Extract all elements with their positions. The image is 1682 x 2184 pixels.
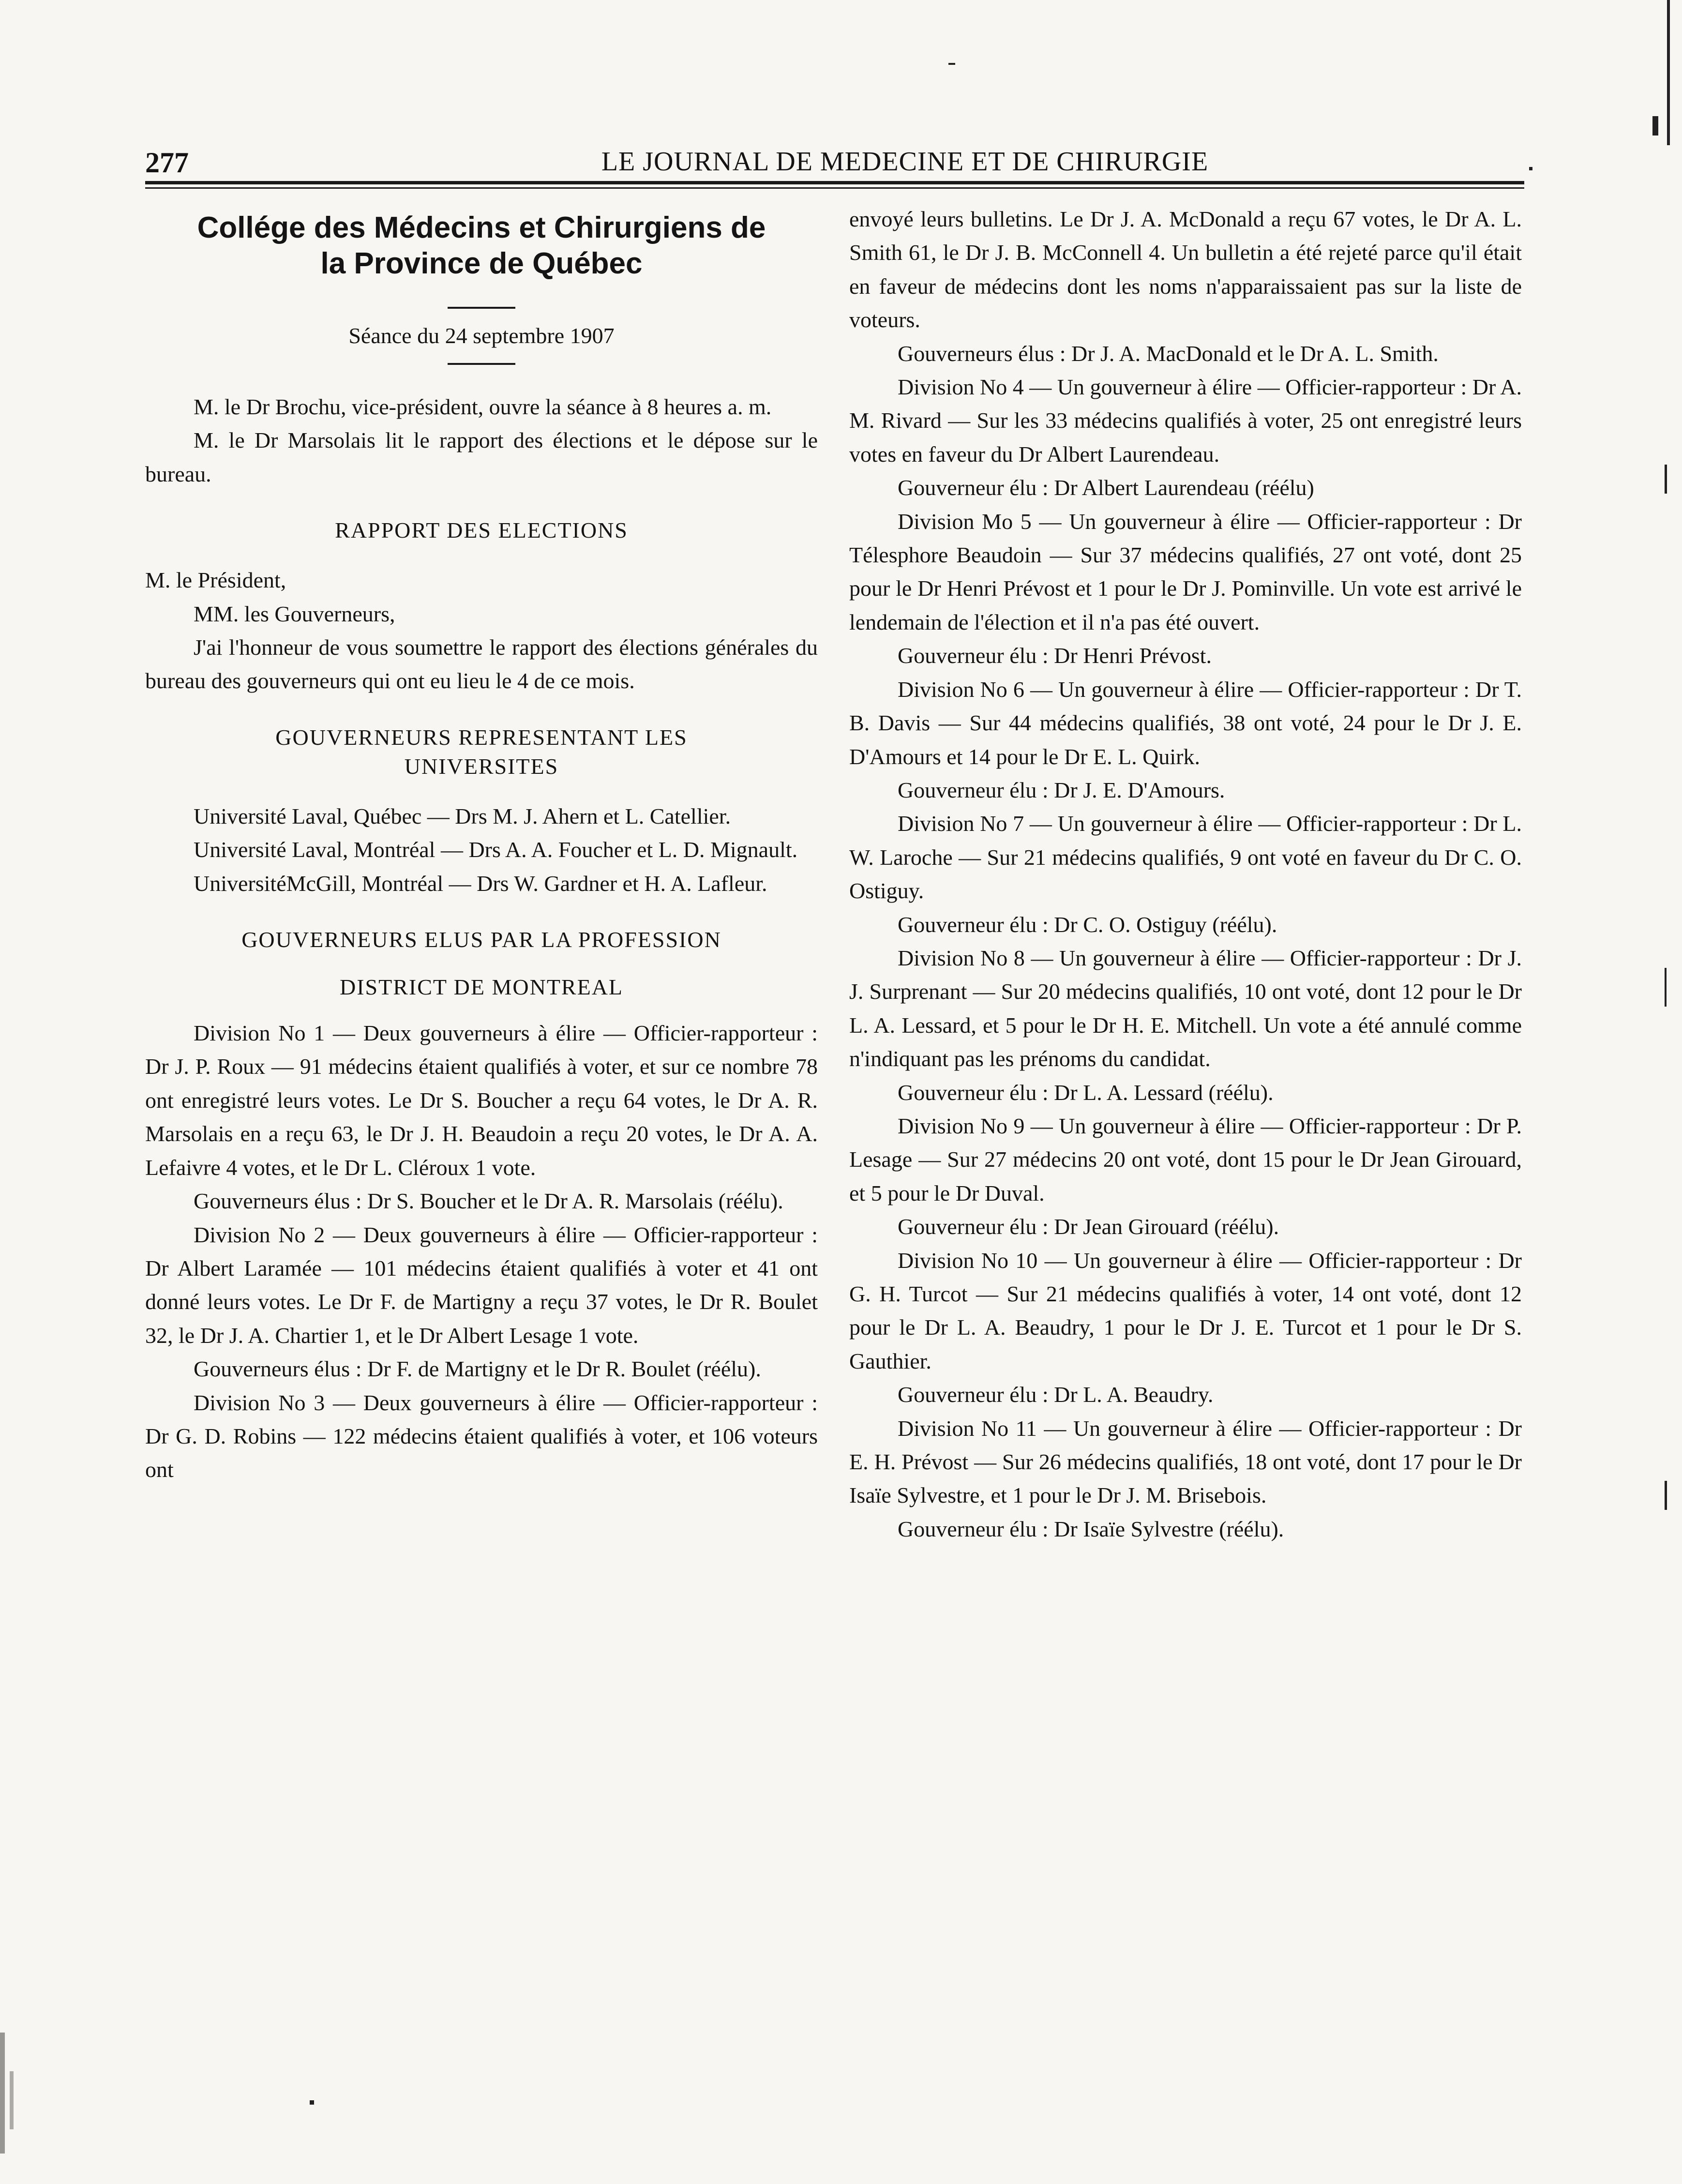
division-report: Division No 9 — Un gouverneur à élire — Officier-rapporteur : Dr P. Lesage — Sur 27 médecins 20 ont voté, dont 15 pour le Dr Jean Girouard, et 5 pour le Dr Duval. <box>849 1113 1522 1205</box>
page-number: 277 <box>145 147 189 179</box>
university-entry: UniversitéMcGill, Montréal — Drs W. Gardner et H. A. Lafleur. <box>194 871 767 896</box>
section-heading-line: UNIVERSITES <box>404 753 559 779</box>
scan-edge-mark <box>10 2071 14 2129</box>
election-result: Gouverneur élu : Dr Isaïe Sylvestre (réélu). <box>898 1516 1284 1541</box>
division-report: Division No 10 — Un gouverneur à élire — Officier-rapporteur : Dr G. H. Turcot — Sur 21 médecins qualifiés à voter, 14 ont voté, dont 12 pour le Dr L. A. Beaudry, 1 pour le Dr J. E. Turcot et 1 pour le Dr S. Gauthier. <box>849 1248 1522 1373</box>
article-title <box>145 210 818 282</box>
article-title-line: la Province de Québec <box>320 247 643 280</box>
header-rule-thick <box>145 181 1524 184</box>
scan-edge-mark <box>1652 116 1658 136</box>
division-report: Division No 7 — Un gouverneur à élire — Officier-rapporteur : Dr L. W. Laroche — Sur 21 médecins qualifiés, 9 ont voté en faveur du Dr C. O. Ostiguy. <box>849 811 1522 904</box>
section-heading <box>145 723 818 781</box>
scan-speck <box>948 63 955 65</box>
election-result: Gouverneur élu : Dr Henri Prévost. <box>898 643 1212 668</box>
scan-edge-mark <box>0 2033 5 2154</box>
election-result: Gouverneur élu : Dr L. A. Beaudry. <box>898 1382 1214 1407</box>
election-result: Gouverneurs élus : Dr J. A. MacDonald et le Dr A. L. Smith. <box>898 341 1439 366</box>
division-report: Division No 3 — Deux gouverneurs à élire — Officier-rapporteur : Dr G. D. Robins — 122 médecins étaient qualifiés à voter, et 106 voteurs ont <box>145 1390 818 1482</box>
scan-edge-mark <box>1665 1481 1667 1510</box>
university-entry: Université Laval, Montréal — Drs A. A. Foucher et L. D. Mignault. <box>194 837 798 862</box>
election-result: Gouverneur élu : Dr J. E. D'Amours. <box>898 777 1225 802</box>
scan-edge-mark <box>1665 465 1667 494</box>
right-column <box>849 202 1522 1546</box>
salutation: MM. les Gouverneurs, <box>194 601 395 626</box>
title-rule <box>448 307 515 309</box>
election-result: Gouverneur élu : Dr Jean Girouard (réélu). <box>898 1214 1279 1239</box>
header-rule-thin <box>145 187 1524 189</box>
section-heading: GOUVERNEURS ELUS PAR LA PROFESSION <box>241 927 721 952</box>
election-result: Gouverneur élu : Dr C. O. Ostiguy (réélu). <box>898 912 1277 937</box>
division-report: Division No 6 — Un gouverneur à élire — Officier-rapporteur : Dr T. B. Davis — Sur 44 médecins qualifiés, 38 ont voté, 24 pour le Dr J. E. D'Amours et 14 pour le Dr E. L. Quirk. <box>849 677 1522 769</box>
paragraph: M. le Dr Marsolais lit le rapport des élections et le dépose sur le bureau. <box>145 428 818 486</box>
division-report: Division No 8 — Un gouverneur à élire — Officier-rapporteur : Dr J. J. Surprenant — Sur 20 médecins qualifiés, 10 ont voté, dont 12 pour le Dr L. A. Lessard, et 5 pour le Dr H. E. Mitchell. Un vote a été annulé comme n'indiquant pas les prénoms du candidat. <box>849 945 1522 1071</box>
scan-speck <box>310 2100 314 2105</box>
division-report: Division No 4 — Un gouverneur à élire — Officier-rapporteur : Dr A. M. Rivard — Sur les 33 médecins qualifiés à voter, 25 ont enregistré leurs votes en faveur du Dr Albert Laurendeau. <box>849 375 1522 467</box>
scan-edge-mark <box>1665 968 1667 1007</box>
election-result: Gouverneurs élus : Dr F. de Martigny et le Dr R. Boulet (réélu). <box>194 1356 761 1382</box>
scan-edge-mark <box>1667 0 1670 145</box>
section-heading: RAPPORT DES ELECTIONS <box>335 518 628 543</box>
section-heading-line: GOUVERNEURS REPRESENTANT LES <box>275 724 688 750</box>
article-title-line: Collége des Médecins et Chirurgiens de <box>197 211 766 244</box>
scan-speck <box>1529 167 1532 170</box>
session-rule <box>448 363 515 365</box>
division-report: Division No 11 — Un gouverneur à élire — Officier-rapporteur : Dr E. H. Prévost — Sur 26 médecins qualifiés, 18 ont voté, dont 17 pour le Dr Isaïe Sylvestre, et 1 pour le Dr J. M. Brisebois. <box>849 1416 1522 1508</box>
election-result: Gouverneur élu : Dr Albert Laurendeau (réélu) <box>898 475 1314 500</box>
university-entry: Université Laval, Québec — Drs M. J. Ahern et L. Catellier. <box>194 803 731 828</box>
division-report: Division No 2 — Deux gouverneurs à élire — Officier-rapporteur : Dr Albert Laramée — 101 médecins étaient qualifiés à voter et 41 ont donné leurs votes. Le Dr F. de Martigny a reçu 37 votes, le Dr R. Boulet 32, le Dr J. A. Chartier 1, et le Dr Albert Lesage 1 vote. <box>145 1222 818 1348</box>
election-result: Gouverneur élu : Dr L. A. Lessard (réélu). <box>898 1080 1274 1105</box>
paragraph: J'ai l'honneur de vous soumettre le rapport des élections générales du bureau des gouverneurs qui ont eu lieu le 4 de ce mois. <box>145 635 818 693</box>
division-report: Division Mo 5 — Un gouverneur à élire — Officier-rapporteur : Dr Télesphore Beaudoin — Sur 37 médecins qualifiés, 27 ont voté, dont 25 pour le Dr Henri Prévost et 1 pour le Dr J. Pominville. Un vote est arrivé le lendemain de l'élection et il n'a pas été ouvert. <box>849 509 1522 634</box>
session-date: Séance du 24 septembre 1907 <box>348 323 615 348</box>
election-result: Gouverneurs élus : Dr S. Boucher et le Dr A. R. Marsolais (réélu). <box>194 1189 783 1214</box>
division-report: envoyé leurs bulletins. Le Dr J. A. McDonald a reçu 67 votes, le Dr A. L. Smith 61, le Dr J. B. McConnell 4. Un bulletin a été rejeté parce qu'il était en faveur de médecins dont les noms n'apparaissaient pas sur la liste de voteurs. <box>849 207 1522 332</box>
division-report: Division No 1 — Deux gouverneurs à élire — Officier-rapporteur : Dr J. P. Roux — 91 médecins étaient qualifiés à voter, et sur ce nombre 78 ont enregistré leurs votes. Le Dr S. Boucher a reçu 64 votes, le Dr A. R. Marsolais en a reçu 63, le Dr J. H. Beaudoin a reçu 20 votes, le Dr A. A. Lefaivre 4 votes, et le Dr L. Cléroux 1 vote. <box>145 1021 818 1180</box>
running-header <box>145 146 1524 185</box>
salutation: M. le Président, <box>145 568 286 593</box>
left-column <box>145 202 818 1487</box>
paragraph: M. le Dr Brochu, vice-président, ouvre la séance à 8 heures a. m. <box>194 394 772 419</box>
running-title: LE JOURNAL DE MEDECINE ET DE CHIRURGIE <box>601 147 1209 177</box>
subsection-heading: DISTRICT DE MONTREAL <box>339 975 624 1000</box>
